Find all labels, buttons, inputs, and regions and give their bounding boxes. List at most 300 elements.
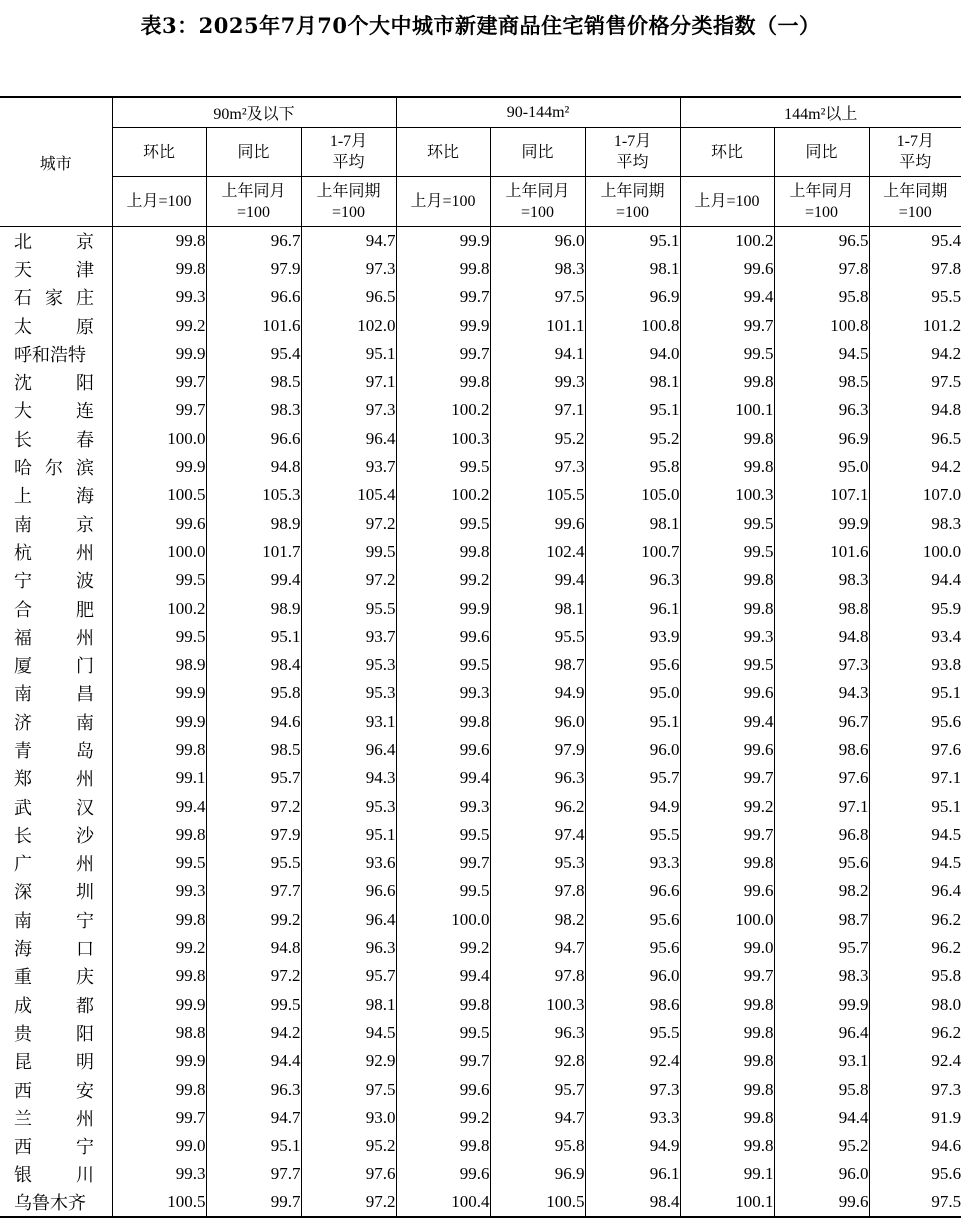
- city-name: [0, 538, 112, 566]
- index-value: 95.3: [490, 849, 585, 877]
- index-value: 98.5: [206, 368, 301, 396]
- index-value: 97.8: [490, 877, 585, 905]
- index-value: 99.8: [680, 1132, 774, 1160]
- index-value: 96.5: [869, 425, 961, 453]
- index-value: 99.2: [396, 934, 490, 962]
- index-value: 99.5: [301, 538, 396, 566]
- base-yoy: [774, 177, 869, 227]
- index-value: 96.0: [490, 227, 585, 255]
- index-value: 95.1: [301, 821, 396, 849]
- subheader-avg-line1: 1-7月: [896, 133, 934, 150]
- index-value: 101.1: [490, 311, 585, 339]
- index-value: 100.2: [112, 594, 206, 622]
- index-value: 96.1: [585, 1160, 680, 1188]
- index-value: 99.7: [680, 821, 774, 849]
- index-value: 94.3: [301, 764, 396, 792]
- index-value: 100.3: [396, 425, 490, 453]
- city-label: 大连: [14, 401, 94, 422]
- table-row: [0, 679, 961, 707]
- index-value: 94.2: [206, 1019, 301, 1047]
- base-yoy-line1: 上年同月: [221, 182, 286, 200]
- index-value: 94.8: [206, 934, 301, 962]
- index-value: 96.4: [774, 1019, 869, 1047]
- index-value: 96.3: [206, 1075, 301, 1103]
- city-name: [0, 311, 112, 339]
- index-value: 93.9: [585, 623, 680, 651]
- index-value: 99.8: [680, 1047, 774, 1075]
- index-value: 100.8: [585, 311, 680, 339]
- index-value: 99.8: [396, 538, 490, 566]
- table-row: [0, 283, 961, 311]
- base-avg-line2: =100: [616, 203, 650, 221]
- city-label: 济南: [14, 712, 94, 733]
- city-name: [0, 906, 112, 934]
- table-row: [0, 1189, 961, 1217]
- index-value: 95.4: [869, 227, 961, 255]
- index-value: 93.1: [301, 708, 396, 736]
- index-value: 93.3: [585, 849, 680, 877]
- table-row: [0, 227, 961, 255]
- city-label: 重庆: [14, 967, 94, 988]
- index-value: 94.8: [206, 453, 301, 481]
- index-value: 97.8: [774, 255, 869, 283]
- index-value: 95.6: [585, 934, 680, 962]
- index-value: 99.3: [112, 877, 206, 905]
- index-value: 97.5: [490, 283, 585, 311]
- city-name: [0, 566, 112, 594]
- city-name: [0, 283, 112, 311]
- subheader-yoy: 同比: [490, 128, 585, 177]
- index-value: 92.4: [585, 1047, 680, 1075]
- index-value: 99.7: [396, 849, 490, 877]
- city-label: 西安: [14, 1080, 94, 1101]
- city-label: 成都: [14, 995, 94, 1016]
- index-value: 96.6: [585, 877, 680, 905]
- index-value: 100.5: [112, 481, 206, 509]
- index-value: 100.3: [490, 991, 585, 1019]
- index-value: 98.1: [585, 509, 680, 537]
- city-name: [0, 1160, 112, 1188]
- index-value: 99.8: [680, 425, 774, 453]
- city-name: [0, 1104, 112, 1132]
- index-value: 99.3: [396, 792, 490, 820]
- city-name: [0, 396, 112, 424]
- index-value: 95.8: [585, 453, 680, 481]
- index-value: 99.7: [396, 283, 490, 311]
- index-value: 99.8: [396, 1132, 490, 1160]
- index-value: 99.9: [396, 311, 490, 339]
- index-value: 96.7: [206, 227, 301, 255]
- index-value: 97.1: [301, 368, 396, 396]
- city-name: [0, 425, 112, 453]
- city-label: 厦门: [14, 656, 94, 677]
- index-value: 96.0: [585, 962, 680, 990]
- index-value: 96.3: [490, 1019, 585, 1047]
- index-value: 100.2: [396, 396, 490, 424]
- city-name: [0, 1019, 112, 1047]
- subheader-mom: 环比: [396, 128, 490, 177]
- index-value: 100.0: [112, 425, 206, 453]
- index-value: 95.2: [774, 1132, 869, 1160]
- index-value: 99.8: [680, 1075, 774, 1103]
- city-label: 广州: [14, 854, 94, 875]
- index-value: 99.3: [112, 1160, 206, 1188]
- index-value: 99.6: [112, 509, 206, 537]
- index-value: 99.8: [680, 368, 774, 396]
- index-value: 95.6: [585, 906, 680, 934]
- index-value: 96.2: [869, 1019, 961, 1047]
- index-value: 96.5: [301, 283, 396, 311]
- base-yoy-line2: =100: [236, 203, 271, 221]
- index-value: 96.9: [490, 1160, 585, 1188]
- index-value: 95.5: [490, 623, 585, 651]
- index-value: 99.9: [112, 453, 206, 481]
- table-row: [0, 1104, 961, 1132]
- index-value: 97.1: [774, 792, 869, 820]
- index-value: 94.9: [585, 792, 680, 820]
- city-name: [0, 368, 112, 396]
- index-value: 95.1: [585, 227, 680, 255]
- index-value: 97.3: [301, 396, 396, 424]
- index-value: 99.9: [396, 227, 490, 255]
- index-value: 98.7: [774, 906, 869, 934]
- index-value: 99.8: [112, 821, 206, 849]
- city-name: [0, 736, 112, 764]
- base-avg: [301, 177, 396, 227]
- index-value: 97.2: [301, 509, 396, 537]
- index-value: 95.7: [490, 1075, 585, 1103]
- index-value: 96.4: [869, 877, 961, 905]
- index-value: 99.6: [680, 255, 774, 283]
- city-label: 长春: [14, 429, 94, 450]
- city-name: [0, 227, 112, 255]
- index-value: 98.0: [869, 991, 961, 1019]
- index-value: 96.1: [585, 594, 680, 622]
- index-value: 95.5: [206, 849, 301, 877]
- index-value: 99.8: [680, 1104, 774, 1132]
- index-value: 96.9: [585, 283, 680, 311]
- table-row: [0, 311, 961, 339]
- table-row: [0, 821, 961, 849]
- index-value: 99.7: [112, 368, 206, 396]
- index-value: 97.6: [869, 736, 961, 764]
- index-value: 99.8: [396, 368, 490, 396]
- index-value: 98.5: [206, 736, 301, 764]
- index-value: 99.8: [680, 594, 774, 622]
- city-name: [0, 1189, 112, 1217]
- index-value: 100.1: [680, 1189, 774, 1217]
- index-value: 95.1: [869, 792, 961, 820]
- index-value: 95.1: [585, 708, 680, 736]
- index-value: 96.6: [206, 425, 301, 453]
- table-row: [0, 396, 961, 424]
- index-value: 94.1: [490, 340, 585, 368]
- base-mom: 上月=100: [112, 177, 206, 227]
- index-value: 98.9: [206, 509, 301, 537]
- index-value: 98.3: [774, 566, 869, 594]
- table-row: [0, 368, 961, 396]
- index-value: 99.1: [112, 764, 206, 792]
- index-value: 94.4: [774, 1104, 869, 1132]
- index-value: 97.6: [774, 764, 869, 792]
- index-value: 98.9: [206, 594, 301, 622]
- index-value: 97.9: [206, 255, 301, 283]
- index-value: 99.3: [680, 623, 774, 651]
- table-row: [0, 651, 961, 679]
- index-value: 95.1: [206, 623, 301, 651]
- index-value: 99.8: [396, 708, 490, 736]
- index-value: 100.1: [680, 396, 774, 424]
- index-value: 94.8: [774, 623, 869, 651]
- index-value: 95.7: [301, 962, 396, 990]
- table-row: [0, 792, 961, 820]
- index-value: 94.6: [206, 708, 301, 736]
- index-value: 99.6: [774, 1189, 869, 1217]
- index-value: 92.4: [869, 1047, 961, 1075]
- index-value: 96.0: [585, 736, 680, 764]
- subheader-avg-line1: 1-7月: [329, 133, 368, 150]
- index-value: 101.6: [206, 311, 301, 339]
- index-value: 102.4: [490, 538, 585, 566]
- index-value: 94.6: [869, 1132, 961, 1160]
- page-title: 表3：2025年7月70个大中城市新建商品住宅销售价格分类指数（一）: [140, 13, 821, 38]
- index-value: 91.9: [869, 1104, 961, 1132]
- city-name: [0, 481, 112, 509]
- index-value: 95.1: [869, 679, 961, 707]
- index-value: 95.2: [490, 425, 585, 453]
- index-value: 101.6: [774, 538, 869, 566]
- index-value: 97.3: [869, 1075, 961, 1103]
- index-value: 95.5: [301, 594, 396, 622]
- index-value: 95.3: [301, 651, 396, 679]
- index-value: 99.5: [396, 453, 490, 481]
- index-value: 97.8: [490, 962, 585, 990]
- base-mom: 上月=100: [396, 177, 490, 227]
- index-value: 99.4: [206, 566, 301, 594]
- index-value: 95.5: [869, 283, 961, 311]
- index-value: 99.8: [112, 906, 206, 934]
- index-value: 99.9: [774, 991, 869, 1019]
- base-yoy-line2: =100: [521, 203, 555, 221]
- table-row: [0, 566, 961, 594]
- index-value: 99.8: [396, 991, 490, 1019]
- table-row: [0, 255, 961, 283]
- index-value: 99.5: [396, 509, 490, 537]
- index-value: 94.3: [774, 679, 869, 707]
- index-value: 98.2: [774, 877, 869, 905]
- index-value: 99.6: [396, 1075, 490, 1103]
- index-value: 96.5: [774, 227, 869, 255]
- base-mom: 上月=100: [680, 177, 774, 227]
- base-avg-line1: 上年同期: [600, 182, 665, 200]
- index-value: 98.1: [490, 594, 585, 622]
- table-row: [0, 1075, 961, 1103]
- index-value: 95.5: [585, 821, 680, 849]
- city-name: [0, 877, 112, 905]
- base-yoy-line2: =100: [805, 203, 839, 221]
- index-value: 94.7: [206, 1104, 301, 1132]
- index-value: 97.6: [301, 1160, 396, 1188]
- index-value: 100.0: [680, 906, 774, 934]
- city-label: 郑州: [14, 769, 94, 790]
- index-value: 97.7: [206, 1160, 301, 1188]
- index-value: 99.5: [206, 991, 301, 1019]
- city-label: 宁波: [14, 571, 94, 592]
- table-row: [0, 708, 961, 736]
- index-value: 99.8: [112, 227, 206, 255]
- index-value: 99.7: [680, 311, 774, 339]
- index-value: 97.2: [301, 566, 396, 594]
- index-value: 93.6: [301, 849, 396, 877]
- index-value: 96.4: [301, 906, 396, 934]
- subheader-yoy: 同比: [774, 128, 869, 177]
- index-value: 97.4: [490, 821, 585, 849]
- index-value: 99.7: [112, 1104, 206, 1132]
- city-label: 呼和浩特: [14, 344, 86, 365]
- index-value: 95.7: [206, 764, 301, 792]
- subheader-mom: 环比: [680, 128, 774, 177]
- table-row: [0, 764, 961, 792]
- index-value: 93.7: [301, 453, 396, 481]
- index-value: 94.8: [869, 396, 961, 424]
- index-value: 98.3: [206, 396, 301, 424]
- index-value: 98.6: [774, 736, 869, 764]
- index-value: 99.9: [112, 991, 206, 1019]
- index-value: 94.5: [774, 340, 869, 368]
- city-label: 银川: [14, 1165, 94, 1186]
- index-value: 99.6: [680, 877, 774, 905]
- index-value: 94.9: [585, 1132, 680, 1160]
- index-value: 97.2: [206, 962, 301, 990]
- index-value: 100.0: [112, 538, 206, 566]
- city-label: 太原: [14, 316, 94, 337]
- index-value: 99.5: [396, 651, 490, 679]
- table-row: [0, 906, 961, 934]
- subheader-avg: [585, 128, 680, 177]
- index-value: 95.7: [585, 764, 680, 792]
- city-label: 杭州: [14, 542, 94, 563]
- city-label: 兰州: [14, 1108, 94, 1129]
- index-value: 99.3: [490, 368, 585, 396]
- index-value: 93.7: [301, 623, 396, 651]
- city-name: [0, 651, 112, 679]
- city-label: 石家庄: [14, 288, 94, 309]
- city-name: [0, 1047, 112, 1075]
- city-name: [0, 962, 112, 990]
- base-yoy-line1: 上年同月: [789, 182, 854, 200]
- index-value: 95.0: [585, 679, 680, 707]
- city-name: [0, 708, 112, 736]
- index-value: 100.2: [680, 227, 774, 255]
- city-label: 贵阳: [14, 1023, 94, 1044]
- city-label: 北京: [14, 231, 94, 252]
- index-value: 100.5: [112, 1189, 206, 1217]
- index-value: 99.9: [774, 509, 869, 537]
- index-value: 99.4: [396, 764, 490, 792]
- subheader-avg-line1: 1-7月: [613, 133, 652, 150]
- index-value: 99.8: [680, 566, 774, 594]
- index-value: 96.3: [490, 764, 585, 792]
- city-name: [0, 849, 112, 877]
- city-label: 天津: [14, 259, 94, 280]
- index-value: 99.5: [680, 509, 774, 537]
- city-label: 深圳: [14, 882, 94, 903]
- table-body: [0, 227, 961, 1217]
- index-value: 95.8: [490, 1132, 585, 1160]
- city-name: [0, 679, 112, 707]
- city-label: 上海: [14, 486, 94, 507]
- index-value: 99.2: [112, 311, 206, 339]
- index-value: 99.5: [396, 1019, 490, 1047]
- index-value: 97.2: [206, 792, 301, 820]
- city-label: 南昌: [14, 684, 94, 705]
- city-label: 福州: [14, 627, 94, 648]
- subheader-avg-line2: 平均: [332, 154, 365, 171]
- index-value: 97.3: [490, 453, 585, 481]
- index-value: 94.2: [869, 340, 961, 368]
- index-value: 95.3: [301, 792, 396, 820]
- index-value: 100.2: [396, 481, 490, 509]
- index-value: 95.6: [869, 1160, 961, 1188]
- index-value: 94.5: [301, 1019, 396, 1047]
- index-value: 99.5: [396, 821, 490, 849]
- index-value: 92.9: [301, 1047, 396, 1075]
- base-avg-line1: 上年同期: [883, 182, 948, 200]
- group-label: 144m²以上: [784, 106, 858, 123]
- index-value: 96.9: [774, 425, 869, 453]
- index-value: 96.6: [301, 877, 396, 905]
- index-value: 99.3: [112, 283, 206, 311]
- index-value: 98.1: [585, 255, 680, 283]
- subheader-yoy: 同比: [206, 128, 301, 177]
- index-value: 93.0: [301, 1104, 396, 1132]
- index-value: 99.5: [680, 340, 774, 368]
- city-label: 乌鲁木齐: [14, 1193, 86, 1214]
- group-header-large: [680, 97, 961, 128]
- index-value: 96.6: [206, 283, 301, 311]
- index-value: 95.2: [585, 425, 680, 453]
- subheader-avg-line2: 平均: [899, 154, 932, 171]
- index-value: 105.0: [585, 481, 680, 509]
- index-value: 97.5: [869, 1189, 961, 1217]
- table-row: [0, 509, 961, 537]
- index-value: 95.8: [774, 283, 869, 311]
- index-value: 99.5: [112, 623, 206, 651]
- index-value: 99.0: [112, 1132, 206, 1160]
- index-value: 94.2: [869, 453, 961, 481]
- index-value: 99.5: [112, 566, 206, 594]
- city-label: 沈阳: [14, 373, 94, 394]
- index-value: 98.9: [112, 651, 206, 679]
- index-value: 99.8: [112, 736, 206, 764]
- index-value: 99.7: [206, 1189, 301, 1217]
- table-row: [0, 538, 961, 566]
- index-value: 95.1: [585, 396, 680, 424]
- index-value: 100.0: [869, 538, 961, 566]
- index-value: 93.3: [585, 1104, 680, 1132]
- index-value: 95.0: [774, 453, 869, 481]
- index-value: 95.5: [585, 1019, 680, 1047]
- index-value: 96.2: [490, 792, 585, 820]
- index-value: 95.6: [585, 651, 680, 679]
- group-label: 90-144m²: [506, 103, 570, 121]
- table-row: [0, 1047, 961, 1075]
- city-label: 武汉: [14, 797, 94, 818]
- index-value: 107.1: [774, 481, 869, 509]
- index-value: 97.1: [869, 764, 961, 792]
- index-value: 99.8: [680, 1019, 774, 1047]
- index-value: 96.3: [774, 396, 869, 424]
